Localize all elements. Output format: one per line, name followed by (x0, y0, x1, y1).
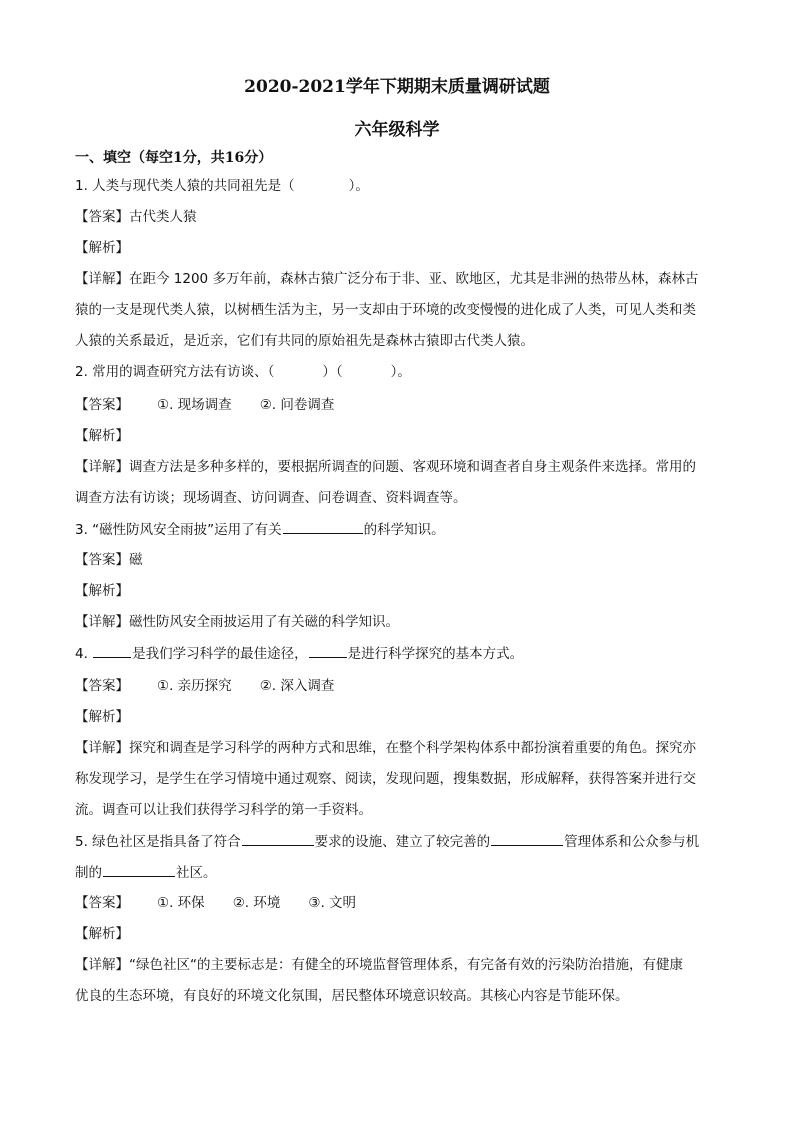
question-5-cont: 制的 社区。 (75, 865, 217, 881)
detail-line: 称发现学习，是学生在学习情境中通过观察、阅读，发现问题，搜集数据，形成解释，获得答案并进行交 (75, 771, 696, 787)
answer-blank (491, 832, 563, 846)
question-3-analysis: 【解析】 (75, 583, 129, 599)
question-4-analysis: 【解析】 (75, 709, 129, 725)
question-1-analysis: 【解析】 (75, 240, 129, 256)
detail-line: 调查方法有访谈；现场调查、访问调查、问卷调查、资料调查等。 (75, 490, 467, 506)
question-5-analysis: 【解析】 (75, 926, 129, 942)
detail-line: 人猿的关系最近，是近亲，它们有共同的原始祖先是森林古猿即古代类人猿。 (75, 333, 534, 349)
question-4-detail: 【详解】探究和调查是学习科学的两种方式和思维，在整个科学架构体系中都扮演着重要的角色。探究亦 (75, 740, 696, 756)
question-5-answer: 【答案】 ①. 环保 ②. 环境 ③. 文明 (75, 895, 357, 911)
detail-line: 流。调查可以让我们获得学习科学的第一手资料。 (75, 802, 372, 818)
answer-blank (242, 832, 314, 846)
question-3: 3. “磁性防风安全雨披”运用了有关 的科学知识。 (75, 522, 445, 538)
answer-blank (283, 520, 363, 534)
answer-blank (103, 863, 175, 877)
question-2-detail: 【详解】调查方法是多种多样的，要根据所调查的问题、客观环境和调查者自身主观条件来选择。常用的 (75, 459, 696, 475)
answer-blank (93, 644, 131, 658)
question-2: 2. 常用的调查研究方法有访谈、（ ）（ ）。 (75, 364, 411, 380)
question-4-answer: 【答案】 ①. 亲历探究 ②. 深入调查 (75, 678, 335, 694)
question-2-analysis: 【解析】 (75, 428, 129, 444)
detail-line: 优良的生态环境，有良好的环境文化氛围，居民整体环境意识较高。其核心内容是节能环保。 (75, 988, 629, 1004)
question-1-text: 1. 人类与现代类人猿的共同祖先是（ (75, 178, 295, 194)
page-title: 2020-2021学年下期期末质量调研试题 (244, 77, 550, 97)
detail-line: 猿的一支是现代类人猿，以树栖生活为主，另一支却由于环境的改变慢慢的进化成了人类，可见人类和类 (75, 302, 696, 318)
question-4: 4. 是我们学习科学的最佳途径， 是进行科学探究的基本方式。 (75, 646, 524, 662)
question-2-answer: 【答案】 ①. 现场调查 ②. 问卷调查 (75, 397, 335, 413)
question-3-detail: 【详解】磁性防风安全雨披运用了有关磁的科学知识。 (75, 614, 399, 630)
answer-blank (309, 644, 347, 658)
section-heading: 一、填空（每空1分，共16分） (75, 150, 273, 166)
question-5: 5. 绿色社区是指具备了符合 要求的设施、建立了较完善的 管理体系和公众参与机 (75, 834, 700, 850)
question-3-answer: 【答案】磁 (75, 552, 143, 568)
question-1-detail: 【详解】在距今 1200 多万年前，森林古猿广泛分布于非、亚、欧地区，尤其是非洲的热带丛林，森林古 (75, 271, 699, 287)
question-1: 1. 人类与现代类人猿的共同祖先是（ ）。 (75, 178, 369, 194)
question-1-answer: 【答案】古代类人猿 (75, 209, 197, 225)
page-subtitle: 六年级科学 (354, 120, 440, 140)
question-5-detail: 【详解】“绿色社区“的主要标志是：有健全的环境监督管理体系，有完备有效的污染防治措施，有健康 (75, 957, 683, 973)
